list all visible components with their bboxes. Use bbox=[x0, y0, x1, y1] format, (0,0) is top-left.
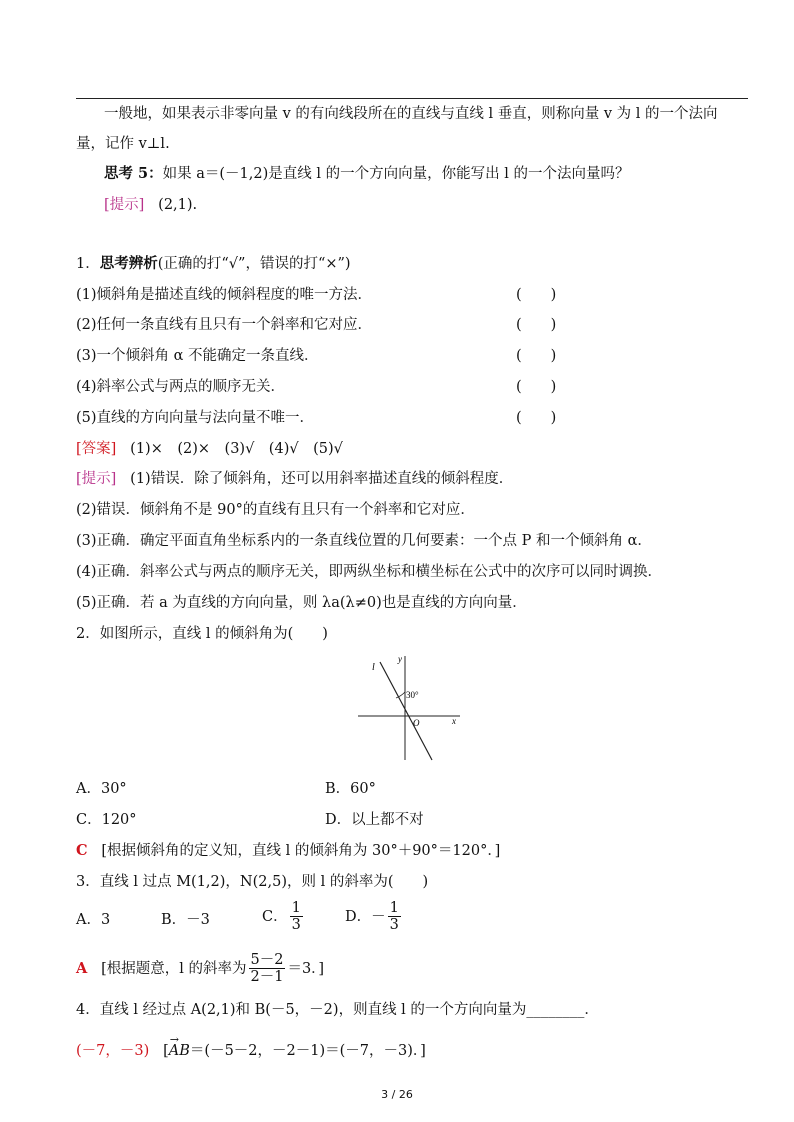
q3-answer-fraction bbox=[249, 952, 286, 985]
q2-label-o: O bbox=[413, 718, 420, 728]
q3-stem: 3．直线 l 过点 M(1,2)，N(2,5)，则 l 的斜率为( ) bbox=[76, 874, 429, 890]
q1-answer-row bbox=[76, 439, 343, 459]
q3-answer-pre: [根据题意，l 的斜率为 bbox=[101, 960, 247, 977]
q1-item-3: (3)一个倾斜角 α 不能确定一条直线． bbox=[76, 348, 319, 364]
q2-label-l: l bbox=[372, 662, 375, 673]
q3-option-d-den: 3 bbox=[389, 917, 399, 933]
q1-item-5: (5)直线的方向向量与法向量不唯一． bbox=[76, 410, 315, 426]
q2-answer-text: [根据倾斜角的定义知，直线 l 的倾斜角为 30°＋90°＝120°．] bbox=[101, 843, 501, 859]
q3-option-d-label: D．－ bbox=[345, 908, 386, 925]
q2-line-l bbox=[380, 662, 432, 760]
think5-hint-text: (2,1). bbox=[158, 197, 198, 213]
q3-option-c-fraction bbox=[290, 900, 303, 933]
q3-option-a[interactable]: A．3 bbox=[76, 912, 111, 928]
think5-question: 如果 a＝(－1,2)是直线 l 的一个方向向量，你能写出 l 的一个法向量吗？ bbox=[162, 166, 630, 182]
q2-label-x: x bbox=[452, 716, 456, 726]
q2-label-angle: 30° bbox=[406, 690, 419, 700]
intro-line-2: 量，记作 v⊥l. bbox=[76, 136, 170, 152]
q3-answer-letter: A bbox=[76, 959, 88, 977]
q1-item-1: (1)倾斜角是描述直线的倾斜程度的唯一方法． bbox=[76, 287, 373, 303]
q3-answer-num: 5－2 bbox=[250, 952, 284, 968]
q1-item-2: (2)任何一条直线有且只有一个斜率和它对应． bbox=[76, 317, 373, 333]
q2-stem: 2．如图所示，直线 l 的倾斜角为( ) bbox=[76, 626, 328, 642]
think5-hint-row bbox=[104, 195, 197, 215]
q1-hint-row bbox=[76, 469, 513, 489]
q2-figure bbox=[356, 652, 462, 764]
q3-answer-row bbox=[76, 952, 324, 985]
intro-line-1: 一般地，如果表示非零向量 v 的有向线段所在的直线与直线 l 垂直，则称向量 v 为 l 的一个法向 bbox=[104, 106, 718, 122]
top-rule bbox=[76, 98, 748, 99]
q1-blank-2[interactable]: ( ) bbox=[516, 317, 557, 333]
q1-title-num: 1． bbox=[76, 256, 100, 272]
q3-answer-post: ＝3．] bbox=[287, 960, 325, 977]
q1-title-bold: 思考辨析 bbox=[99, 255, 158, 272]
q3-option-c-num: 1 bbox=[291, 900, 301, 916]
q1-answer-tag: [答案] bbox=[76, 441, 117, 457]
q1-blank-1[interactable]: ( ) bbox=[516, 287, 557, 303]
q1-blank-3[interactable]: ( ) bbox=[516, 348, 557, 364]
q1-hint-1: (1)错误．除了倾斜角，还可以用斜率描述直线的倾斜程度． bbox=[130, 471, 514, 487]
q3-option-d[interactable] bbox=[345, 900, 403, 933]
q1-item-4: (4)斜率公式与两点的顺序无关． bbox=[76, 379, 286, 395]
think5-row bbox=[104, 164, 629, 184]
q3-option-c[interactable] bbox=[262, 900, 305, 933]
q1-hint-2: (2)错误．倾斜角不是 90°的直线有且只有一个斜率和它对应． bbox=[76, 502, 475, 518]
q1-blank-4[interactable]: ( ) bbox=[516, 379, 557, 395]
q4-answer-red: (－7，－3) bbox=[76, 1043, 150, 1059]
q3-option-c-den: 3 bbox=[291, 917, 301, 933]
q2-option-d[interactable]: D．以上都不对 bbox=[325, 812, 424, 828]
q4-answer-open: [ bbox=[163, 1043, 169, 1059]
q4-answer-rest: ＝(－5－2，－2－1)＝(－7，－3)．] bbox=[189, 1043, 426, 1059]
think5-label: 思考 5： bbox=[104, 165, 163, 182]
q2-label-y: y bbox=[398, 654, 402, 664]
q3-option-b[interactable]: B．－3 bbox=[161, 912, 210, 928]
q4-stem: 4．直线 l 经过点 A(2,1)和 B(－5，－2)，则直线 l 的一个方向向量为________． bbox=[76, 1002, 599, 1018]
q1-title-rest: (正确的打“√”，错误的打“×”) bbox=[157, 256, 351, 272]
q1-hint-5: (5)正确．若 a 为直线的方向向量，则 λa(λ≠0)也是直线的方向向量． bbox=[76, 595, 527, 611]
q4-answer-row bbox=[76, 1041, 426, 1061]
q1-hint-tag: [提示] bbox=[76, 471, 117, 487]
q3-answer-den: 2－1 bbox=[250, 969, 284, 985]
think5-hint-tag: [提示] bbox=[104, 197, 145, 213]
q1-answer-text: (1)× (2)× (3)√ (4)√ (5)√ bbox=[130, 441, 343, 457]
q3-option-d-fraction bbox=[388, 900, 401, 933]
page-number: 3 / 26 bbox=[381, 1088, 413, 1101]
q2-answer-row bbox=[76, 841, 500, 861]
q1-blank-5[interactable]: ( ) bbox=[516, 410, 557, 426]
q1-hint-4: (4)正确．斜率公式与两点的顺序无关，即两纵坐标和横坐标在公式中的次序可以同时调换． bbox=[76, 564, 663, 580]
q1-title bbox=[76, 254, 351, 274]
q3-option-c-label: C． bbox=[262, 908, 288, 925]
q2-option-c[interactable]: C．120° bbox=[76, 812, 137, 828]
q2-option-a[interactable]: A．30° bbox=[76, 781, 127, 797]
q3-option-d-num: 1 bbox=[389, 900, 399, 916]
q2-answer-letter: C bbox=[76, 842, 88, 859]
q1-hint-3: (3)正确．确定平面直角坐标系内的一条直线位置的几何要素：一个点 P 和一个倾斜角 α． bbox=[76, 533, 652, 549]
q4-vector-ab: → AB bbox=[169, 1041, 190, 1061]
q2-option-b[interactable]: B．60° bbox=[325, 781, 376, 797]
